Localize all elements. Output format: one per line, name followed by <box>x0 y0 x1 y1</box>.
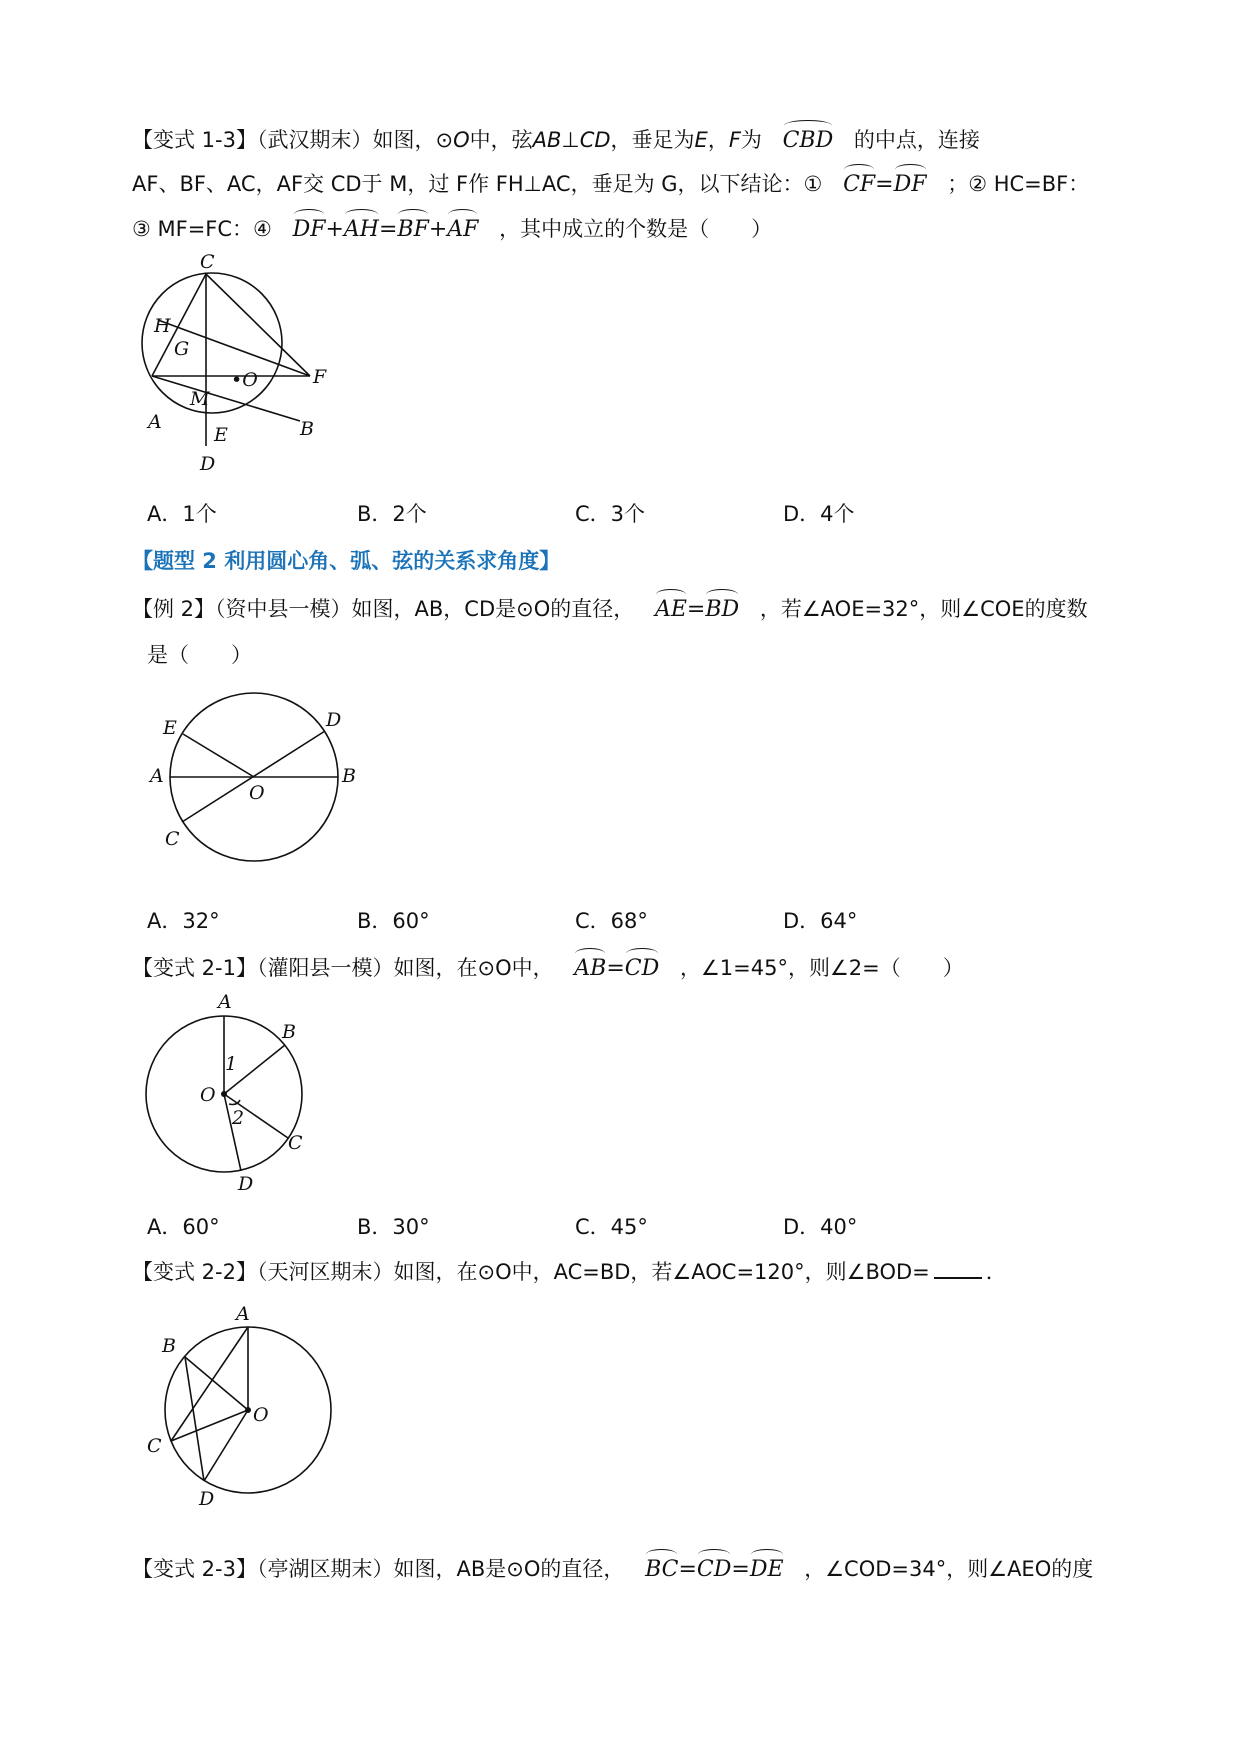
q13-text: 的中点，连接 <box>853 128 980 152</box>
radius-oc <box>171 1410 248 1441</box>
arc-bd: BD <box>705 591 739 625</box>
label-o: •O <box>231 369 258 391</box>
q13-text: ⊥ <box>561 128 580 152</box>
label-b: B <box>342 765 356 787</box>
q13-text: 为 <box>740 128 762 152</box>
label-e: E <box>214 424 228 446</box>
equals-sign: = <box>731 1557 750 1582</box>
label-a: A <box>150 765 164 787</box>
label-g: G <box>174 338 190 360</box>
label-o: O <box>200 1084 216 1106</box>
q13-text: ；② HC=BF： <box>947 172 1090 196</box>
arc-ab: AB <box>574 950 606 984</box>
q21-text: ，∠1=45°，则∠2=（ ） <box>679 956 964 980</box>
section-heading: 【题型 2 利用圆心角、弧、弦的关系求角度】 <box>132 549 561 573</box>
q13-text: AB <box>532 128 562 152</box>
arc-cd: CD <box>697 1551 731 1585</box>
label-d: D <box>326 709 342 731</box>
option-a[interactable]: A．60° <box>147 1215 220 1239</box>
label-b: B <box>282 1021 296 1043</box>
label-d: D <box>238 1173 254 1195</box>
arc-bf: BF <box>397 211 428 245</box>
q13-text: ③ MF=FC：④ <box>132 217 272 241</box>
q22-text: 【变式 2-2】（天河区期末）如图，在⊙O中，AC=BD，若∠AOC=120°，则∠BOD= <box>132 1260 930 1284</box>
q13-text: 【变式 1-3】（武汉期末）如图，⊙ <box>132 128 454 152</box>
ex2-text: 是（ ） <box>147 643 252 667</box>
label-h: H <box>154 315 171 337</box>
arc-cd: CD <box>625 950 659 984</box>
label-o: O <box>253 1404 269 1426</box>
q13-text: 中，弦 <box>469 128 533 152</box>
option-d[interactable]: D．4个 <box>783 502 855 526</box>
arc-bc: BC <box>645 1551 678 1585</box>
arc-cbd: CBD <box>783 122 834 156</box>
label-d: D <box>199 1488 215 1510</box>
label-b: B <box>300 418 314 440</box>
option-c[interactable]: C．68° <box>575 909 648 933</box>
label-c: C <box>165 828 180 850</box>
equals-sign: = <box>378 217 398 242</box>
label-b: B <box>162 1335 176 1357</box>
ex2-text: 【例 2】（资中县一模）如图，AB，CD是⊙O的直径， <box>132 597 635 621</box>
arc-df: DF <box>894 166 927 200</box>
equals-sign: = <box>875 172 894 197</box>
radius-od <box>204 1410 248 1481</box>
option-d[interactable]: D．64° <box>783 909 858 933</box>
option-c[interactable]: C．3个 <box>575 502 646 526</box>
q13-text: ，其中成立的个数是（ ） <box>499 217 773 241</box>
label-a: A <box>236 1303 250 1325</box>
q13-text: ，垂足为 <box>610 128 695 152</box>
equals-sign: = <box>686 597 706 622</box>
label-angle-1: 1 <box>225 1053 238 1075</box>
q23-line-1 <box>132 1551 1093 1585</box>
q13-text: AF、BF、AC，AF交 CD于 M，过 F作 FH⊥AC，垂足为 G，以下结论：① <box>132 172 823 196</box>
q13-text: O <box>453 128 470 152</box>
equals-sign: = <box>606 956 625 981</box>
option-b[interactable]: B．30° <box>357 1215 430 1239</box>
label-d: D <box>200 453 216 475</box>
option-d[interactable]: D．40° <box>783 1215 858 1239</box>
label-a: A <box>218 991 232 1013</box>
arc-af: AF <box>447 211 478 245</box>
arc-de: DE <box>750 1551 784 1585</box>
label-angle-2: 2 <box>232 1107 245 1129</box>
option-b[interactable]: B．2个 <box>357 502 427 526</box>
arc-ae: AE <box>655 591 687 625</box>
label-c: C <box>200 251 215 273</box>
chord-ac <box>171 1327 248 1441</box>
option-c[interactable]: C．45° <box>575 1215 648 1239</box>
q13-text: E <box>694 128 708 152</box>
q21-text: 【变式 2-1】（灌阳县一模）如图，在⊙O中， <box>132 956 554 980</box>
arc-df: DF <box>293 211 326 245</box>
plus-sign: + <box>428 217 448 242</box>
label-e: E <box>163 717 177 739</box>
q13-text: ， <box>707 128 729 152</box>
label-o: O <box>249 782 265 804</box>
arc-cf: CF <box>843 166 875 200</box>
equals-sign: = <box>678 1557 697 1582</box>
option-b[interactable]: B．60° <box>357 909 430 933</box>
chord-bd <box>185 1357 204 1481</box>
q13-text: CD <box>579 128 611 152</box>
label-c: C <box>147 1435 162 1457</box>
q22-text: ． <box>985 1260 1007 1284</box>
option-a[interactable]: A．32° <box>147 909 220 933</box>
q23-text: 【变式 2-3】（亭湖区期末）如图，AB是⊙O的直径， <box>132 1557 625 1581</box>
option-a[interactable]: A．1个 <box>147 502 217 526</box>
label-c: C <box>288 1132 303 1154</box>
arc-formula <box>645 1551 783 1585</box>
label-a: A <box>148 411 162 433</box>
radius-ob <box>185 1357 248 1410</box>
q13-text: F <box>728 128 741 152</box>
label-m: M <box>190 388 210 410</box>
arc-ah: AH <box>344 211 379 245</box>
q23-text: ，∠COD=34°，则∠AEO的度 <box>804 1557 1094 1581</box>
center-dot <box>245 1407 251 1413</box>
label-f: F <box>313 366 327 388</box>
plus-sign: + <box>325 217 344 242</box>
ex2-text: ，若∠AOE=32°，则∠COE的度数 <box>759 597 1088 621</box>
